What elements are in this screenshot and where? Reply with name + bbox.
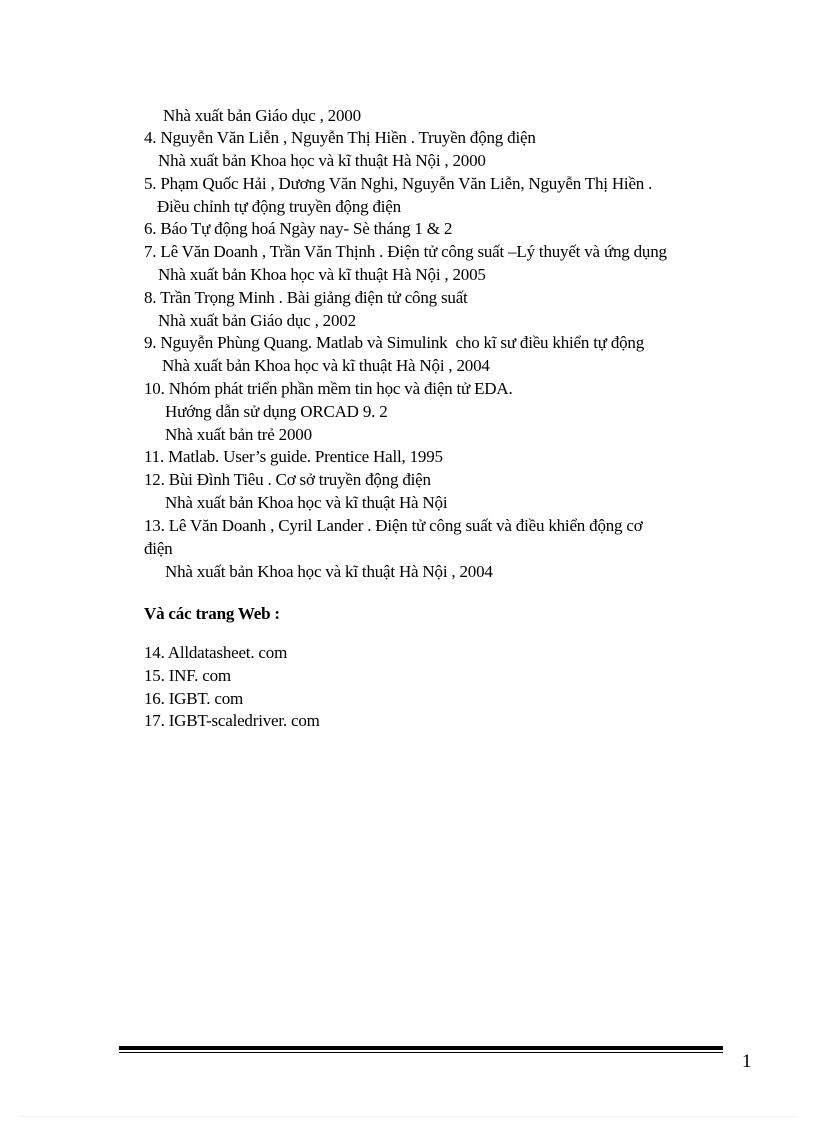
page-edge-divider [20, 1116, 796, 1117]
reference-line: 8. Trần Trọng Minh . Bài giảng điện tử công suất [144, 288, 468, 307]
reference-line: Hướng dẫn sử dụng ORCAD 9. 2 [165, 402, 388, 421]
reference-line: Nhà xuất bản trẻ 2000 [165, 425, 312, 444]
page-number: 1 [742, 1051, 752, 1072]
reference-line: Nhà xuất bản Khoa học và kĩ thuật Hà Nội , 2005 [158, 265, 486, 284]
reference-line: 9. Nguyễn Phùng Quang. Matlab và Simulink cho kĩ sư điều khiển tự động [144, 333, 645, 352]
reference-line: 13. Lê Văn Doanh , Cyril Lander . Điện tử công suất và điều khiển động cơ [144, 516, 643, 535]
reference-line: 6. Báo Tự động hoá Ngày nay- Sè tháng 1 & 2 [144, 219, 453, 238]
reference-line: 7. Lê Văn Doanh , Trần Văn Thịnh . Điện tử công suất –Lý thuyết và ứng dụng [144, 242, 667, 261]
reference-line: Điều chỉnh tự động truyền động điện [157, 197, 401, 216]
web-list-item: 17. IGBT-scaledriver. com [144, 711, 320, 730]
reference-line: Nhà xuất bản Giáo dục , 2002 [158, 311, 356, 330]
footer-rule-thick [119, 1046, 723, 1050]
reference-line: Nhà xuất bản Giáo dục , 2000 [163, 106, 361, 125]
web-list-item: 15. INF. com [144, 666, 231, 685]
web-list-item: 16. IGBT. com [144, 689, 244, 708]
reference-line: Nhà xuất bản Khoa học và kĩ thuật Hà Nội , 2000 [158, 151, 486, 170]
reference-line: 11. Matlab. User’s guide. Prentice Hall, 1995 [144, 447, 443, 466]
reference-line: Nhà xuất bản Khoa học và kĩ thuật Hà Nội , 2004 [165, 562, 493, 581]
reference-line: điện [144, 539, 173, 558]
web-section-heading: Và các trang Web : [144, 604, 280, 623]
web-list-item: 14. Alldatasheet. com [144, 643, 288, 662]
reference-line: 5. Phạm Quốc Hải , Dương Văn Nghi, Nguyễn Văn Liễn, Nguyễn Thị Hiền . [144, 174, 653, 193]
reference-line: 4. Nguyễn Văn Liễn , Nguyễn Thị Hiền . Truyền động điện [144, 128, 536, 147]
reference-line: 12. Bùi Đình Tiêu . Cơ sở truyền động điện [144, 470, 431, 489]
reference-line: 10. Nhóm phát triển phần mềm tin học và điện tử EDA. [144, 379, 513, 398]
footer-rule-thin [119, 1052, 723, 1053]
reference-line: Nhà xuất bản Khoa học và kĩ thuật Hà Nội [165, 493, 448, 512]
reference-line: Nhà xuất bản Khoa học và kĩ thuật Hà Nội , 2004 [162, 356, 490, 375]
